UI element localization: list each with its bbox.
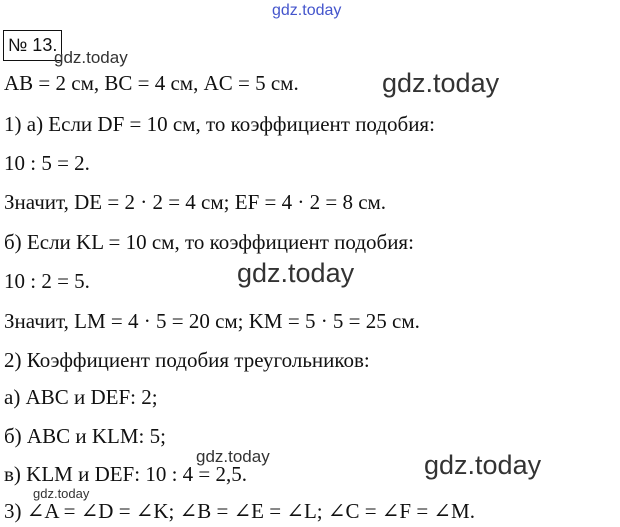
watermark-top: gdz.today [272,2,342,19]
watermark-3: gdz.today [237,258,355,288]
part2b: б) ABC и KLM: 5; [4,424,166,448]
watermark-4: gdz.today [196,447,270,466]
part1b-result: Значит, LM = 4 · 5 = 20 см; KM = 5 · 5 = 25 см. [4,309,420,333]
part2c: в) KLM и DEF: 10 : 4 = 2,5. [4,462,247,486]
part2a: а) ABC и DEF: 2; [4,385,158,409]
part1a-heading: 1) а) Если DF = 10 см, то коэффициент подобия: [4,112,435,136]
part3: 3) ∠A = ∠D = ∠K; ∠B = ∠E = ∠L; ∠C = ∠F = ∠M. [4,499,475,523]
part1a-result: Значит, DE = 2 · 2 = 4 см; EF = 4 · 2 = 8 см. [4,190,387,214]
part2-heading: 2) Коэффициент подобия треугольников: [4,348,370,372]
watermark-1: gdz.today [54,48,128,67]
part1b-calc: 10 : 2 = 5. [4,269,90,293]
watermark-2: gdz.today [382,68,500,98]
given-line: AB = 2 см, BC = 4 см, AC = 5 см. [4,71,299,95]
part1b-heading: б) Если KL = 10 см, то коэффициент подобия: [4,230,414,254]
watermark-6: gdz.today [33,486,90,501]
part1a-calc: 10 : 5 = 2. [4,151,90,175]
watermark-5: gdz.today [424,450,542,480]
problem-number: № 13. [3,30,62,61]
